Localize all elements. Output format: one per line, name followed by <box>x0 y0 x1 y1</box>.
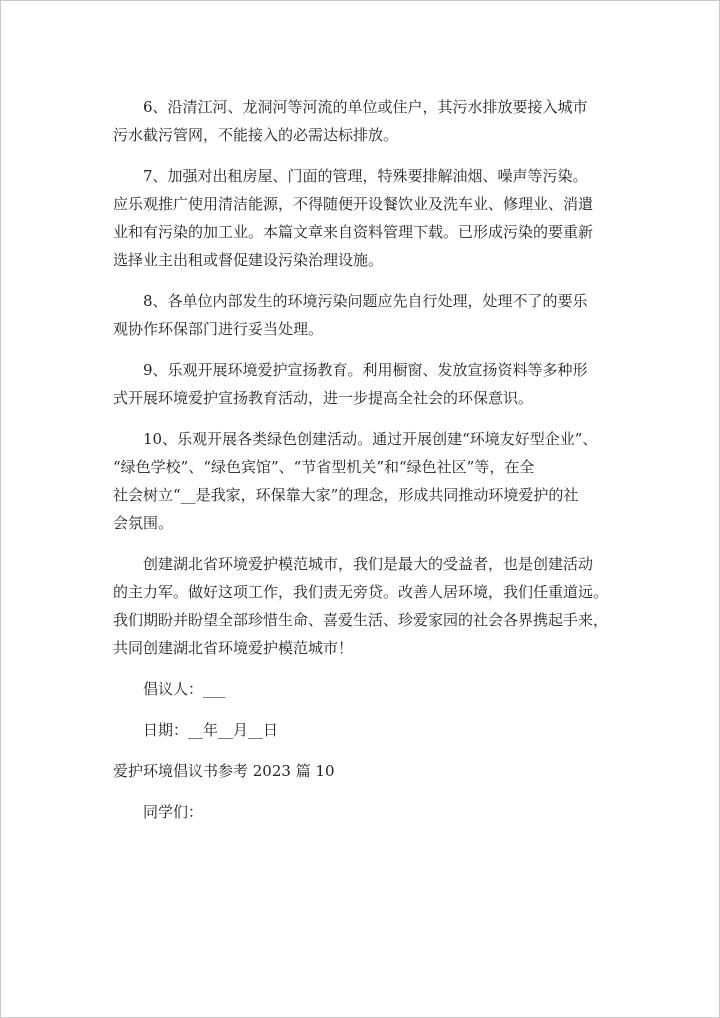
section-title: 爱护环境倡议书参考 2023 篇 10 <box>113 762 335 780</box>
text-line: 共同创建湖北省环境爱护模范城市！ <box>113 639 354 657</box>
text-line: 选择业主出租或督促建设污染治理设施。 <box>113 251 384 269</box>
date-line: 日期：__年__月__日 <box>143 721 279 739</box>
paragraph-item-6 <box>113 93 633 149</box>
greeting-line: 同学们： <box>143 803 204 821</box>
text-line: 创建湖北省环境爱护模范城市，我们是最大的受益者，也是创建活动 <box>143 555 594 573</box>
text-line: 会氛围。 <box>113 514 174 532</box>
proposer-line: 倡议人：___ <box>143 680 226 698</box>
text-line: 8、各单位内部发生的环境污染问题应先自行处理，处理不了的要乐 <box>143 292 588 310</box>
text-line: “绿色学校”、“绿色宾馆”、“节省型机关”和“绿色社区”等，在全 <box>113 458 535 476</box>
text-line: 10、乐观开展各类绿色创建活动。通过开展创建“环境友好型企业”、 <box>143 430 598 448</box>
text-line: 业和有污染的加工业。本篇文章来自资料管理下载。已形成污染的要重新 <box>113 223 594 241</box>
paragraph-item-8 <box>113 287 633 343</box>
text-line: 6、沿清江河、龙洞河等河流的单位或住户，其污水排放要接入城市 <box>143 98 588 116</box>
text-line: 社会树立“__是我家，环保靠大家”的理念，形成共同推动环境爱护的社 <box>113 486 579 504</box>
paragraph-item-10 <box>113 425 633 537</box>
text-line: 观协作环保部门进行妥当处理。 <box>113 320 324 338</box>
text-line: 的主力军。做好这项工作，我们责无旁贷。改善人居环境，我们任重道远。 <box>113 583 609 601</box>
text-line: 应乐观推广使用清洁能源，不得随便开设餐饮业及洗车业、修理业、消遣 <box>113 195 594 213</box>
paragraph-closing <box>113 550 633 662</box>
paragraph-item-9 <box>113 356 633 412</box>
document-body <box>113 93 633 839</box>
text-line: 7、加强对出租房屋、门面的管理，特殊要排解油烟、噪声等污染。 <box>143 167 588 185</box>
text-line: 我们期盼并盼望全部珍惜生命、喜爱生活、珍爱家园的社会各界携起手来， <box>113 611 609 629</box>
text-line: 式开展环境爱护宣扬教育活动，进一步提高全社会的环保意识。 <box>113 389 534 407</box>
paragraph-item-7 <box>113 162 633 274</box>
text-line: 9、乐观开展环境爱护宣扬教育。利用橱窗、发放宣扬资料等多种形 <box>143 361 588 379</box>
text-line: 污水截污管网，不能接入的必需达标排放。 <box>113 126 399 144</box>
